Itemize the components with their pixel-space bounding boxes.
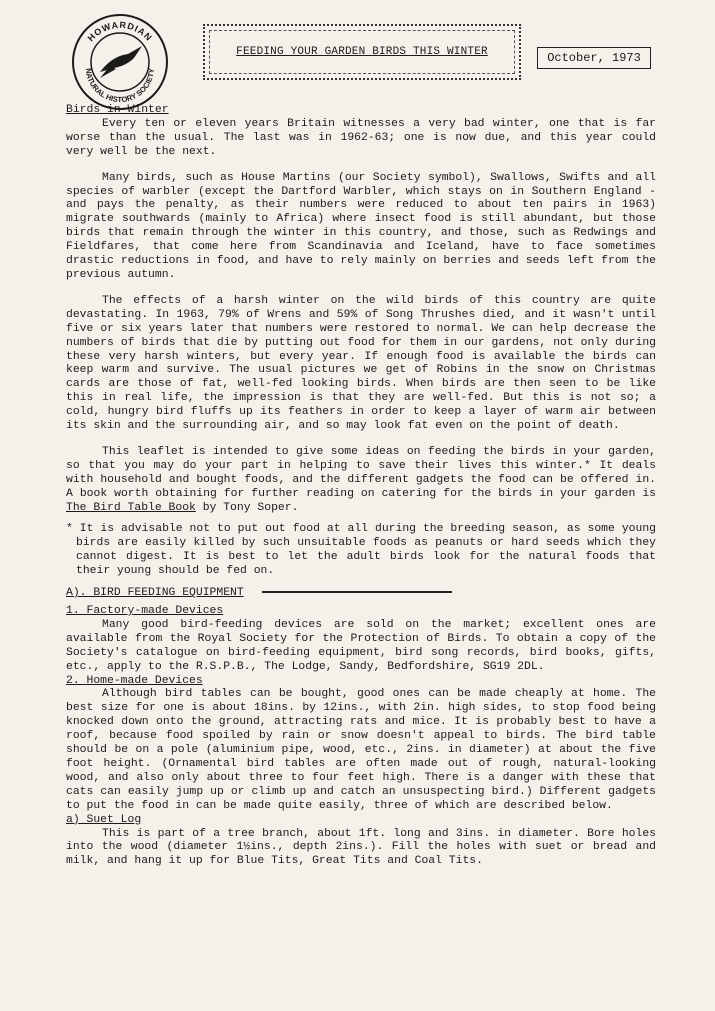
suet-text: This is part of a tree branch, about 1ft. long and 3ins. in diameter. Bore holes into the wood (diameter 1½ins., depth 2ins.). Fill the holes with suet or bread and milk, and hang it up for Blue Tits, Great Tits and Coal Tits. (66, 827, 656, 868)
book-title: The Bird Table Book (66, 501, 196, 514)
svg-text:HOWARDIAN: HOWARDIAN (85, 19, 155, 44)
paragraph-4-text: This leaflet is intended to give some ideas on feeding the birds in your garden, so that you may do your part in helping to save their lives this winter.* It deals with household and bought foods, and the different gadgets the food can be offered in. A book worth obtaining for further reading on catering for the birds in your garden is (66, 445, 656, 500)
title-banner (203, 24, 521, 80)
birds-in-winter-heading: Birds in Winter (66, 104, 169, 116)
leaflet-title: FEEDING YOUR GARDEN BIRDS THIS WINTER (236, 46, 488, 58)
heading-rule (262, 591, 452, 593)
paragraph-4-end: by Tony Soper. (195, 501, 299, 514)
footnote: * It is advisable not to put out food at all during the breeding season, as some young birds are easily killed by such unsuitable foods as peanuts or hard seeds which they cannot digest. It is best to let the adult birds look for the natural foods that their young should be fed on. (66, 523, 656, 578)
leaflet-body (66, 104, 656, 869)
paragraph-4 (66, 446, 656, 516)
paragraph-2: Many birds, such as House Martins (our Society symbol), Swallows, Swifts and all species of warbler (except the Dartford Warbler, which stays on in Southern England - and pays the penalty, as their numbers were reduced to about ten pairs in 1963) migrate southwards (mainly to Africa) where insect food is still abundant, but those birds that remain through the winter in this country, and those, such as Redwings and Fieldfares, that come here from Scandinavia and Iceland, have to face sometimes drastic reductions in food, and have to rely mainly on berries and seeds left from the previous autumn. (66, 171, 656, 281)
equipment-heading-row (66, 587, 656, 601)
factory-text: Many good bird-feeding devices are sold on the market; excellent ones are available from the Royal Society for the Protection of Birds. To obtain a copy of the Society's catalogue on bird-feeding equipment, bird song records, bird books, gifts, etc., apply to the R.S.P.B., The Lodge, Sandy, Bedfordshire, SG19 2DL. (66, 618, 656, 673)
home-heading: 2. Home-made Devices (66, 674, 203, 687)
paragraph-1: Every ten or eleven years Britain witnesses a very bad winter, one that is far worse than the usual. The last was in 1962-63; one is now due, and this year could very well be the next. (66, 117, 656, 158)
date-box (537, 47, 651, 69)
home-text: Although bird tables can be bought, good ones can be made cheaply at home. The best size for one is about 18ins. by 12ins., with 2in. high sides, to stop food being knocked down onto the ground, attracting rats and mice. It is probably best to have a roof, because food spoiled by rain or snow doesn't appeal to birds. The bird table should be on a pole (aluminium pipe, wood, etc., 2ins. in diameter) at about the five foot height. (Ornamental bird tables are often made out of rough, natural-looking wood, and also only about three to four feet high. There is a danger with these that cats can easily jump up or climb up and catch an unsuspecting bird.) Different gadgets to put the food in can be made quite easily, three of which are described below. (66, 688, 656, 812)
svg-text:NATURAL HISTORY SOCIETY: NATURAL HISTORY SOCIETY (83, 67, 157, 105)
leaflet-date: October, 1973 (547, 51, 641, 65)
suet-heading: a) Suet Log (66, 813, 142, 826)
society-logo-icon (70, 12, 170, 112)
paragraph-3: The effects of a harsh winter on the wild birds of this country are quite devastating. In 1963, 79% of Wrens and 59% of Song Thrushes died, and it wasn't until five or six years later that numbers were restored to normal. We can help decrease the numbers of birds that die by putting out food for them in our gardens, not only during these very harsh winters, but every year. If enough food is available the birds can keep warm and survive. The usual pictures we get of Robins in the snow on Christmas cards are those of fat, well-fed looking birds. When birds are then seen to be like this in real life, the impression is that they are well-fed. But this is not so; a cold, hungry bird fluffs up its feathers in order to keep a layer of warm air between its skin and the surrounding air, and so may look fat even on the point of death. (66, 294, 656, 433)
equipment-heading: A). BIRD FEEDING EQUIPMENT (66, 587, 244, 600)
factory-heading: 1. Factory-made Devices (66, 605, 224, 617)
